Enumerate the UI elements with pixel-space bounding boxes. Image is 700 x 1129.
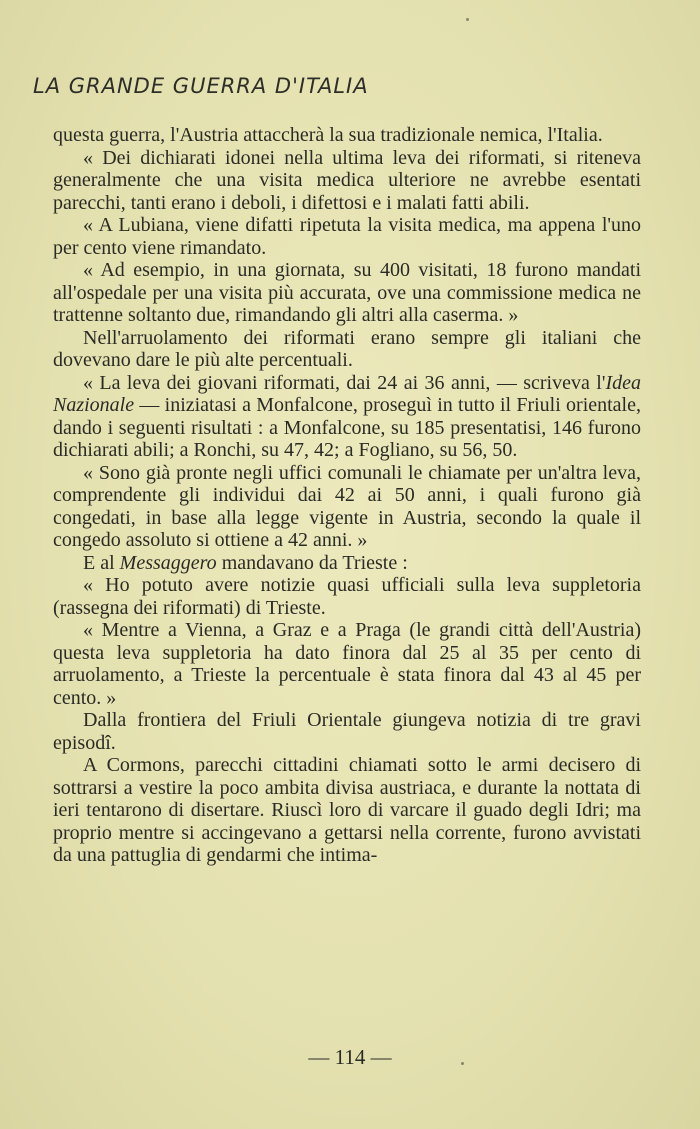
- paragraph-idea-nazionale: [53, 372, 641, 462]
- paragraph-leva-trieste: « Ho potuto avere notizie quasi ufficiali sulla leva suppletoria (rassegna dei riformati) di Trieste.: [53, 574, 641, 619]
- paragraph-idea-text-after: — iniziatasi a Monfalcone, proseguì in tutto il Friuli orientale, dando i seguenti risultati : a Monfalcone, su 185 presentatisi, 146 furono dichiarati abili; a Ronchi, su 47, 42; a Fogliano, su 56, 50.: [53, 394, 641, 461]
- paragraph-lubiana: « A Lubiana, viene difatti ripetuta la visita medica, ma appena l'uno per cento viene rimandato.: [53, 214, 641, 259]
- newspaper-title-messaggero: Messaggero: [119, 551, 217, 574]
- paragraph-continued: questa guerra, l'Austria attaccherà la sua tradizionale nemica, l'Italia.: [53, 124, 603, 146]
- paper-speck: [466, 18, 469, 21]
- paragraph-messaggero-before: E al: [83, 551, 120, 574]
- paragraph-frontiera: Dalla frontiera del Friuli Orientale giungeva notizia di tre gravi episodî.: [53, 709, 641, 754]
- paper-speck: [461, 1062, 464, 1065]
- body-text: [53, 124, 641, 867]
- paragraph-vienna: « Mentre a Vienna, a Graz e a Praga (le grandi città dell'Austria) questa leva suppletoria ha dato finora dal 25 al 35 per cento di arruolamento, a Trieste la percentuale è stata finora dal 43 al 45 per cento. »: [53, 619, 641, 709]
- newspaper-title-idea-nazionale: Idea Nazionale: [53, 371, 641, 416]
- paragraph-idea-text-before: « La leva dei giovani riformati, dai 24 ai 36 anni, — scriveva l': [83, 371, 606, 394]
- paragraph-chiamate: « Sono già pronte negli uffici comunali le chiamate per un'altra leva, comprendente gli individui dai 42 ai 50 anni, i quali furono già congedati, in base alla legge vigente in Austria, secondo la quale il congedo assoluto si ottiene a 42 anni. »: [53, 461, 641, 551]
- running-title: LA GRANDE GUERRA D'ITALIA: [33, 74, 369, 98]
- paragraph-esempio: « Ad esempio, in una giornata, su 400 visitati, 18 furono mandati all'ospedale per una visita più accurata, ove una commissione medica ne trattenne soltanto due, rimandando gli altri alla caserma. »: [53, 259, 641, 326]
- paragraph-cormons: A Cormons, parecchi cittadini chiamati sotto le armi decisero di sottrarsi a vestire la poco ambita divisa austriaca, e durante la nottata di ieri tentarono di disertare. Riuscì loro di varcare il guado degli Idri; ma proprio mentre si accingevano a gettarsi nella corrente, furono avvistati da una pattuglia di gendarmi che intima-: [53, 754, 641, 866]
- paragraph-messaggero: [53, 552, 641, 575]
- paragraph-arruolamento: Nell'arruolamento dei riformati erano sempre gli italiani che dovevano dare le più alte percentuali.: [53, 326, 641, 371]
- paragraph-messaggero-after: mandavano da Trieste :: [216, 551, 408, 574]
- page-number: — 114 —: [308, 1045, 392, 1069]
- paragraph-idonei: « Dei dichiarati idonei nella ultima leva dei riformati, si riteneva generalmente che una visita medica ulteriore ne avrebbe esentati parecchi, tanti erano i deboli, i difettosi e i malati fatti abili.: [53, 146, 641, 214]
